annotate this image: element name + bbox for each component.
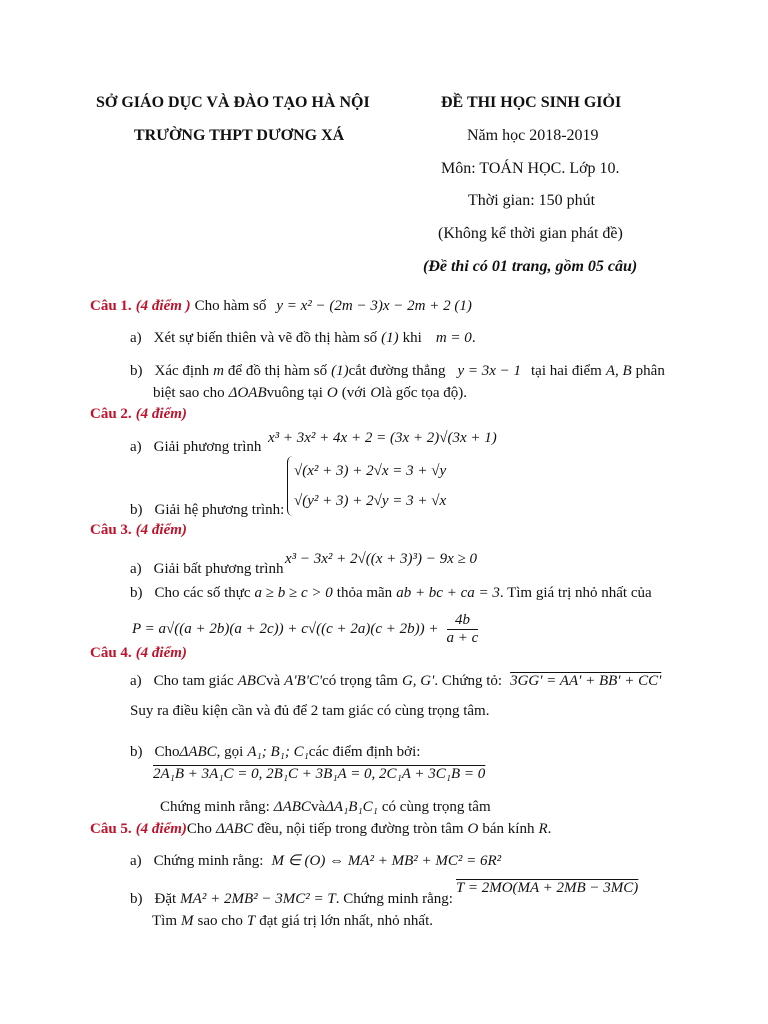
question-2a bbox=[130, 438, 261, 456]
text: để đồ thị hàm số bbox=[227, 363, 328, 379]
text: có trọng tâm bbox=[322, 673, 398, 689]
equation-2: √(y² + 3) + 2√y = 3 + √x bbox=[294, 493, 447, 509]
formula: (1) bbox=[331, 363, 349, 379]
formula: M bbox=[181, 913, 194, 929]
question-3b-expression bbox=[132, 612, 478, 647]
formula: A₁; B₁; C₁ bbox=[247, 744, 309, 760]
question-points: (4 điểm) bbox=[135, 645, 187, 661]
text: tại hai điểm bbox=[531, 363, 602, 379]
question-1-heading bbox=[90, 297, 472, 315]
text: . Chứng tỏ: bbox=[434, 673, 503, 689]
text: và bbox=[310, 799, 326, 815]
question-label: Câu 5. bbox=[90, 821, 132, 837]
formula: ΔABC bbox=[179, 744, 217, 760]
text: vuông tại bbox=[266, 385, 323, 401]
text: Giải bất phương trình bbox=[153, 561, 284, 577]
question-4-note: Suy ra điều kiện cần và đủ để 2 tam giác có cùng trọng tâm. bbox=[130, 703, 490, 719]
time-note: (Không kể thời gian phát đề) bbox=[438, 225, 623, 242]
text: các điểm định bởi: bbox=[308, 744, 421, 760]
question-5b bbox=[130, 890, 453, 908]
question-points: (4 điểm) bbox=[135, 406, 187, 422]
formula: x³ + 3x² + 4x + 2 = (3x + 2)√(3x + 1) bbox=[268, 430, 497, 446]
equation-1: √(x² + 3) + 2√x = 3 + √y bbox=[294, 463, 447, 479]
item-label: a) bbox=[130, 673, 142, 689]
text: sao cho bbox=[197, 913, 243, 929]
page-count-note: (Đề thi có 01 trang, gồm 05 câu) bbox=[423, 258, 638, 275]
formula: A, B bbox=[605, 363, 632, 379]
question-points: (4 điểm) bbox=[135, 522, 187, 538]
text: Chứng minh rằng: bbox=[153, 853, 264, 869]
text: Xét sự biến thiên và vẽ đồ thị hàm số bbox=[153, 330, 378, 346]
formula: m = 0 bbox=[435, 330, 472, 346]
text: Xác định bbox=[154, 363, 210, 379]
school-name: TRƯỜNG THPT DƯƠNG XÁ bbox=[134, 127, 345, 144]
time-line: Thời gian: 150 phút bbox=[468, 192, 596, 209]
question-3a bbox=[130, 560, 283, 578]
question-2-heading bbox=[90, 405, 187, 423]
formula: G, G' bbox=[401, 673, 435, 689]
formula: y = x² − (2m − 3)x − 2m + 2 (1) bbox=[276, 298, 472, 314]
text: Đặt bbox=[154, 891, 177, 907]
text: , gọi bbox=[216, 744, 244, 760]
text: đều, nội tiếp trong đường tròn tâm bbox=[257, 821, 464, 837]
question-points: (4 điểm ) bbox=[135, 298, 191, 314]
formula: T = 2MO(MA + 2MB − 3MC) bbox=[456, 880, 639, 896]
question-5c bbox=[152, 912, 433, 930]
question-1b-cont bbox=[153, 384, 467, 402]
formula: A'B'C' bbox=[284, 673, 323, 689]
formula: ΔABC bbox=[273, 799, 311, 815]
item-label: b) bbox=[130, 585, 143, 601]
formula: a ≥ b ≥ c > 0 bbox=[254, 585, 333, 601]
question-label: Câu 1. bbox=[90, 298, 132, 314]
fraction-denominator: a + c bbox=[446, 630, 479, 646]
formula: ΔA₁B₁C₁ bbox=[325, 799, 378, 815]
text: có cùng trọng tâm bbox=[381, 799, 491, 815]
text: Chứng minh rằng: bbox=[160, 799, 270, 815]
text: biệt sao cho bbox=[153, 385, 225, 401]
question-5-heading bbox=[90, 820, 551, 838]
item-label: b) bbox=[130, 744, 143, 760]
item-label: b) bbox=[130, 502, 143, 518]
question-5a bbox=[130, 851, 501, 870]
formula: O bbox=[326, 385, 338, 401]
formula: 2A₁B + 3A₁C = 0, 2B₁C + 3B₁A = 0, 2C₁A + 3C₁B = 0 bbox=[153, 766, 486, 782]
formula: m bbox=[213, 363, 224, 379]
fraction-numerator: 4b bbox=[447, 612, 479, 630]
text: bán kính bbox=[482, 821, 535, 837]
text: Giải hệ phương trình: bbox=[154, 502, 285, 518]
text: . Tìm giá trị nhỏ nhất của bbox=[499, 585, 652, 601]
text: Cho tam giác bbox=[153, 673, 234, 689]
formula: P = a√((a + 2b)(a + 2c)) + c√((c + 2a)(c + 2b)) + bbox=[132, 621, 439, 637]
question-1b bbox=[130, 362, 665, 380]
text: và bbox=[265, 673, 281, 689]
text: là gốc tọa độ). bbox=[381, 385, 467, 401]
text: . Chứng minh rằng: bbox=[335, 891, 453, 907]
text: Tìm bbox=[152, 913, 177, 929]
question-label: Câu 2. bbox=[90, 406, 132, 422]
item-label: a) bbox=[130, 330, 142, 346]
item-label: a) bbox=[130, 853, 142, 869]
fraction bbox=[447, 612, 479, 647]
item-label: b) bbox=[130, 363, 143, 379]
question-4a bbox=[130, 672, 661, 690]
formula: ΔOAB bbox=[228, 385, 267, 401]
text: thỏa mãn bbox=[336, 585, 393, 601]
text: Cho bbox=[154, 744, 180, 760]
formula: O bbox=[467, 821, 479, 837]
department-name: SỞ GIÁO DỤC VÀ ĐÀO TẠO HÀ NỘI bbox=[96, 94, 370, 111]
formula: x³ − 3x² + 2√((x + 3)³) − 9x ≥ 0 bbox=[285, 551, 478, 567]
text: . bbox=[471, 330, 476, 346]
formula: ABC bbox=[237, 673, 266, 689]
subject-line: Môn: TOÁN HỌC. Lớp 10. bbox=[441, 160, 620, 177]
formula: 3GG' = AA' + BB' + CC' bbox=[510, 673, 662, 689]
text: phân bbox=[635, 363, 665, 379]
text: . bbox=[547, 821, 552, 837]
text: Giải phương trình bbox=[153, 439, 262, 455]
question-text: Cho hàm số bbox=[194, 298, 267, 314]
question-4-heading bbox=[90, 644, 187, 662]
question-3-heading bbox=[90, 521, 187, 539]
question-2b bbox=[130, 501, 284, 519]
item-label: a) bbox=[130, 439, 142, 455]
question-1a bbox=[130, 329, 476, 347]
text: (với bbox=[341, 385, 367, 401]
question-4c bbox=[160, 798, 491, 816]
formula: T bbox=[246, 913, 256, 929]
formula: (1) bbox=[381, 330, 399, 346]
question-label: Câu 3. bbox=[90, 522, 132, 538]
item-label: b) bbox=[130, 891, 143, 907]
question-points: (4 điểm) bbox=[135, 821, 187, 837]
text: khi bbox=[402, 330, 422, 346]
formula: O bbox=[370, 385, 382, 401]
text: đạt giá trị lớn nhất, nhỏ nhất. bbox=[259, 913, 433, 929]
text: Cho bbox=[186, 821, 212, 837]
equation-system bbox=[287, 456, 446, 516]
text: cắt đường thẳng bbox=[348, 363, 446, 379]
school-year: Năm học 2018-2019 bbox=[467, 127, 599, 144]
text: Cho các số thực bbox=[154, 585, 251, 601]
item-label: a) bbox=[130, 561, 142, 577]
question-4b bbox=[130, 743, 420, 761]
formula: ab + bc + ca = 3 bbox=[396, 585, 500, 601]
question-label: Câu 4. bbox=[90, 645, 132, 661]
question-3b bbox=[130, 584, 652, 602]
formula: M ∈ (O) ⇔ MA² + MB² + MC² = 6R² bbox=[271, 853, 502, 869]
formula: R bbox=[538, 821, 548, 837]
formula: ΔABC bbox=[215, 821, 254, 837]
formula: y = 3x − 1 bbox=[457, 363, 522, 379]
exam-title: ĐỀ THI HỌC SINH GIỎI bbox=[441, 94, 622, 111]
formula: MA² + 2MB² − 3MC² = T bbox=[180, 891, 336, 907]
